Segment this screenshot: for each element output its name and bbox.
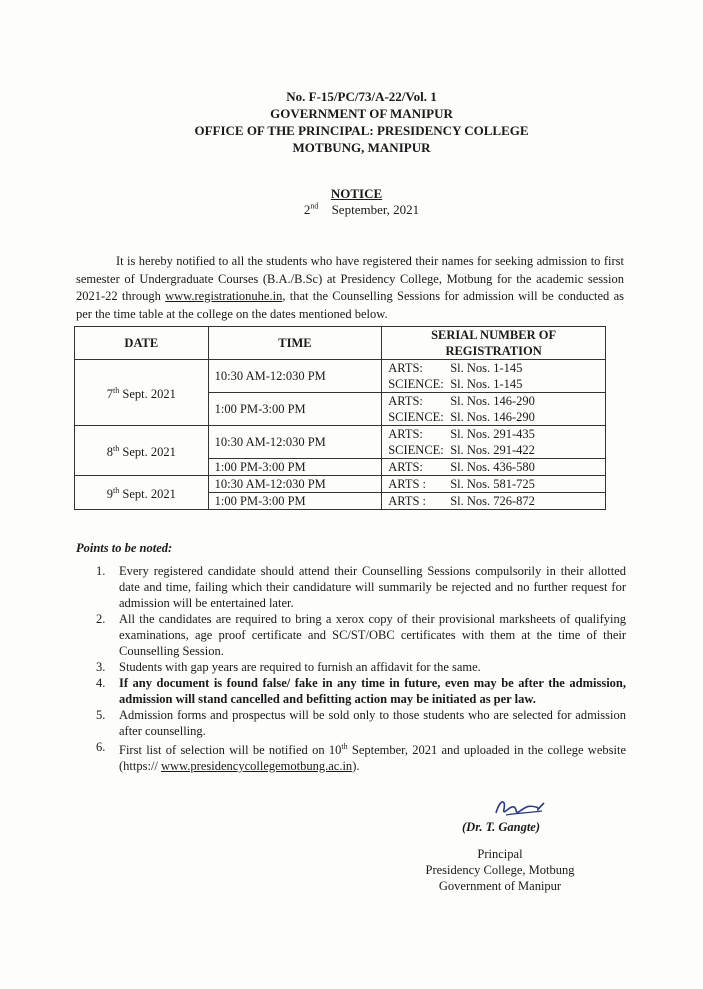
list-item: 6. First list of selection will be notified on 10th September, 2021 and uploaded in the college website (https:// www.presidencycollegemotbung.ac.in).: [96, 740, 626, 774]
list-item: 5. Admission forms and prospectus will be sold only to those students who are selected for admission after counselling.: [96, 708, 626, 738]
signatory-title: Principal: [477, 847, 523, 861]
points-heading: Points to be noted:: [76, 541, 173, 555]
date-cell: 9th Sept. 2021: [75, 476, 209, 510]
signatory-gov: Government of Manipur: [438, 879, 562, 893]
table-row: [75, 426, 606, 459]
notice-title: NOTICE: [330, 186, 383, 201]
office-name: OFFICE OF THE PRINCIPAL: PRESIDENCY COLLEGE: [194, 123, 529, 138]
letterhead: [0, 88, 703, 156]
intro-paragraph: It is hereby notified to all the students who have registered their names for seeking admission to first semester of Undergraduate Courses (B.A./B.Sc) at Presidency College, Motbung for the academic session 2021-22 through www.registrationuhe.in, that the Counselling Sessions for admission will be conducted as per the time table at the college on the dates mentioned below.: [76, 254, 624, 321]
list-item: 2. All the candidates are required to bring a xerox copy of their provisional marksheets of qualifying examinations, age proof certificate and SC/ST/OBC certificates with them at the time of their Counselling Session.: [96, 612, 626, 658]
serial-cell: ARTS: Sl. Nos. 146-290 SCIENCE: Sl. Nos. 146-290: [382, 393, 606, 426]
college-website-link[interactable]: www.presidencycollegemotbung.ac.in: [161, 759, 353, 774]
table-header: TIME: [208, 327, 382, 360]
signatory-name: (Dr. T. Gangte): [462, 820, 541, 834]
time-cell: 10:30 AM-12:030 PM: [208, 426, 382, 459]
signatory-block: [400, 846, 600, 894]
table-header-row: [75, 327, 606, 360]
time-cell: 10:30 AM-12:030 PM: [208, 476, 382, 493]
serial-cell: ARTS : Sl. Nos. 726-872: [382, 493, 606, 510]
serial-cell: ARTS: Sl. Nos. 291-435 SCIENCE: Sl. Nos. 291-422: [382, 426, 606, 459]
notice-date: 2nd September, 2021: [303, 202, 420, 218]
table-header: SERIAL NUMBER OF REGISTRATION: [382, 327, 606, 360]
list-item: 1. Every registered candidate should attend their Counselling Sessions compulsorily in their allotted date and time, failing which their candidature will summarily be rejected and no further request for admission will be entertained later.: [96, 564, 626, 610]
date-cell: 8th Sept. 2021: [75, 426, 209, 476]
office-place: MOTBUNG, MANIPUR: [292, 140, 431, 155]
counselling-schedule-table: [74, 326, 606, 510]
points-list: [96, 563, 626, 774]
signature-icon: [492, 795, 552, 823]
registration-link[interactable]: www.registrationuhe.in: [165, 289, 283, 303]
signatory-org: Presidency College, Motbung: [425, 863, 575, 877]
table-row: [75, 476, 606, 493]
time-cell: 1:00 PM-3:00 PM: [208, 393, 382, 426]
reference-number: No. F-15/PC/73/A-22/Vol. 1: [286, 89, 437, 104]
serial-cell: ARTS : Sl. Nos. 581-725: [382, 476, 606, 493]
date-cell: 7th Sept. 2021: [75, 360, 209, 426]
time-cell: 10:30 AM-12:030 PM: [208, 360, 382, 393]
table-row: [75, 360, 606, 393]
serial-cell: ARTS: Sl. Nos. 1-145 SCIENCE: Sl. Nos. 1-145: [382, 360, 606, 393]
list-item: 4. If any document is found false/ fake in any time in future, even may be after the admission, admission will stand cancelled and befitting action may be initiated as per law.: [96, 676, 626, 706]
list-item: 3. Students with gap years are required to furnish an affidavit for the same.: [96, 660, 481, 674]
time-cell: 1:00 PM-3:00 PM: [208, 459, 382, 476]
time-cell: 1:00 PM-3:00 PM: [208, 493, 382, 510]
table-header: DATE: [75, 327, 209, 360]
government-name: GOVERNMENT OF MANIPUR: [270, 106, 453, 121]
serial-cell: ARTS: Sl. Nos. 436-580: [382, 459, 606, 476]
